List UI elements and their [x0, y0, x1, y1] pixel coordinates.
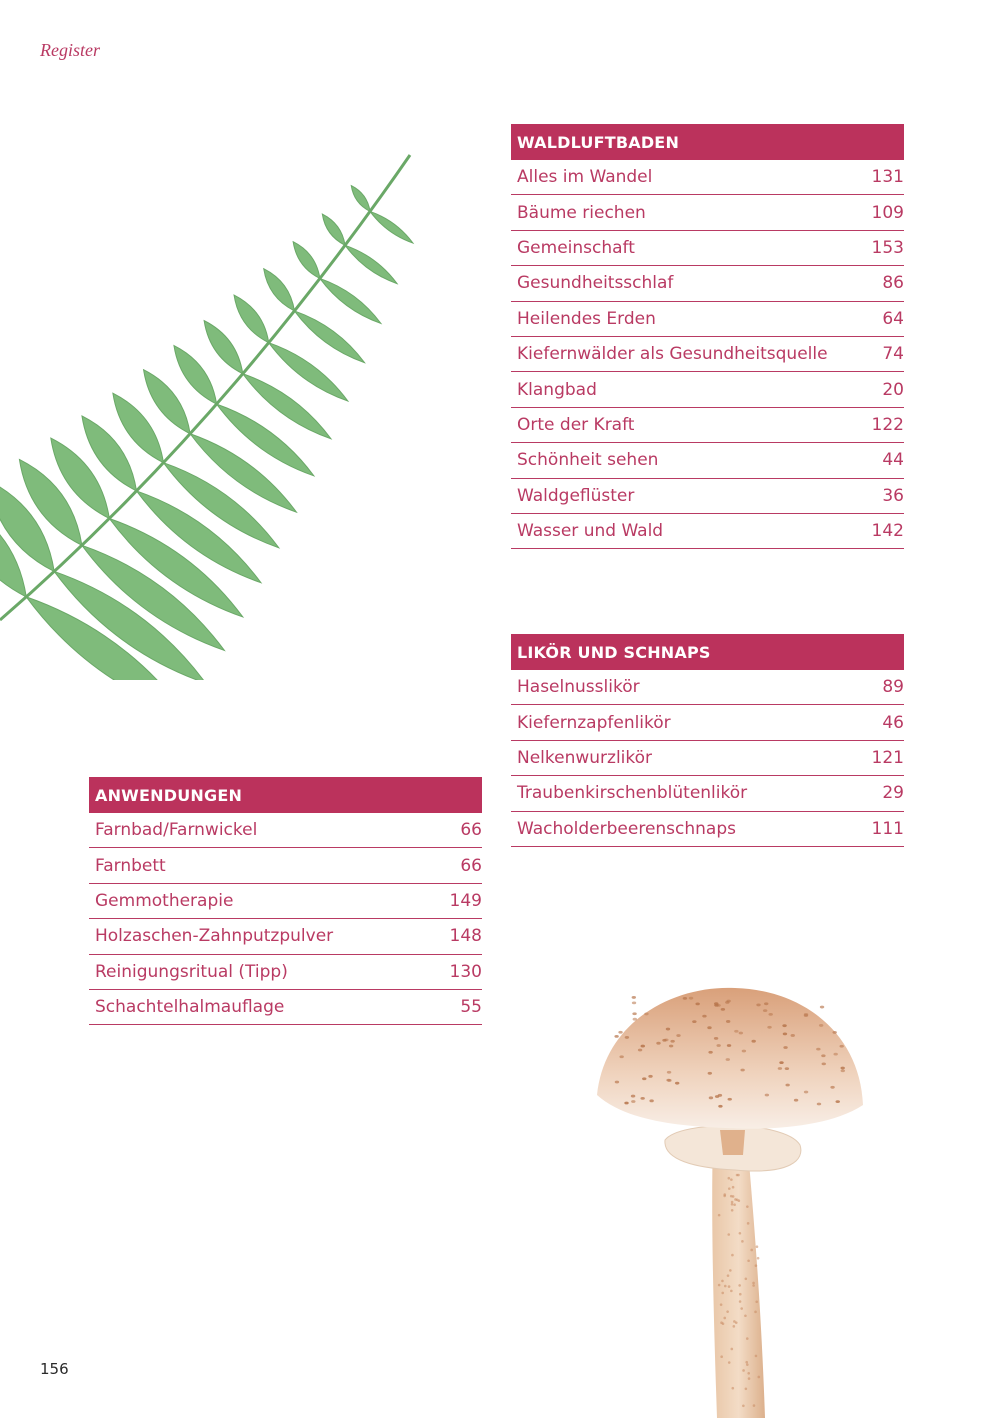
- entry-label: Kiefernwälder als Gesundheitsquelle: [517, 344, 828, 365]
- entry-page: 121: [871, 747, 904, 768]
- index-row: [511, 302, 904, 337]
- entry-label: Haselnusslikör: [517, 677, 640, 698]
- entry-label: Wasser und Wald: [517, 521, 664, 542]
- entry-page: 153: [871, 237, 904, 258]
- entry-label: Wacholderbeerenschnaps: [517, 818, 736, 839]
- index-row: [511, 408, 904, 443]
- entry-label: Klangbad: [517, 379, 597, 400]
- entry-label: Gemmotherapie: [95, 890, 234, 911]
- index-row: [511, 443, 904, 478]
- entry-label: Gesundheitsschlaf: [517, 273, 674, 294]
- index-table-waldluftbaden: [511, 124, 904, 549]
- fern-pinna: [264, 269, 295, 311]
- index-table-likoer-und-schnaps: [511, 634, 904, 847]
- index-row: [89, 955, 482, 990]
- fern-pinna: [322, 214, 345, 245]
- index-row: [511, 776, 904, 811]
- entry-page: 66: [460, 820, 482, 841]
- fern-pinna: [174, 346, 217, 405]
- entry-page: 89: [882, 677, 904, 698]
- index-row: [511, 337, 904, 372]
- fern-pinna: [204, 321, 243, 374]
- fern-pinna: [144, 370, 191, 434]
- index-row: [511, 741, 904, 776]
- index-row: [511, 231, 904, 266]
- entry-label: Waldgeflüster: [517, 485, 635, 506]
- entry-label: Orte der Kraft: [517, 414, 635, 435]
- fern-pinna: [345, 245, 397, 283]
- index-row: [511, 372, 904, 407]
- section-header: ANWENDUNGEN: [89, 777, 482, 813]
- index-row: [511, 812, 904, 847]
- entry-label: Bäume riechen: [517, 202, 646, 223]
- entry-label: Schachtelhalmauflage: [95, 997, 285, 1018]
- index-row: [89, 990, 482, 1025]
- index-row: [511, 670, 904, 705]
- entry-page: 109: [871, 202, 904, 223]
- running-head: Register: [40, 40, 100, 60]
- fern-illustration: [0, 150, 420, 680]
- entry-label: Kiefernzapfenlikör: [517, 712, 671, 733]
- fern-pinna: [320, 278, 381, 323]
- entry-label: Holzaschen-Zahnputzpulver: [95, 926, 334, 947]
- entry-page: 66: [460, 855, 482, 876]
- index-row: [89, 919, 482, 954]
- entry-page: 111: [871, 818, 904, 839]
- fern-pinna: [294, 311, 364, 363]
- entry-label: Traubenkirschenblütenlikör: [517, 783, 748, 804]
- index-row: [511, 514, 904, 549]
- entry-page: 20: [882, 379, 904, 400]
- entry-label: Gemeinschaft: [517, 237, 635, 258]
- index-row: [89, 848, 482, 883]
- entry-page: 55: [460, 997, 482, 1018]
- page-number: 156: [40, 1360, 69, 1378]
- entry-page: 86: [882, 273, 904, 294]
- entry-page: 64: [882, 308, 904, 329]
- entry-page: 131: [871, 167, 904, 188]
- entry-label: Farnbad/Farnwickel: [95, 820, 258, 841]
- fern-pinna: [293, 242, 320, 279]
- entry-label: Reinigungsritual (Tipp): [95, 961, 288, 982]
- entry-page: 74: [882, 344, 904, 365]
- fern-pinna: [351, 186, 370, 212]
- entry-page: 122: [871, 414, 904, 435]
- entry-page: 44: [882, 450, 904, 471]
- index-row: [511, 195, 904, 230]
- index-row: [511, 705, 904, 740]
- entry-label: Alles im Wandel: [517, 167, 653, 188]
- section-header: LIKÖR UND SCHNAPS: [511, 634, 904, 670]
- entry-page: 149: [449, 890, 482, 911]
- index-row: [89, 884, 482, 919]
- entry-label: Farnbett: [95, 855, 166, 876]
- mushroom-illustration: [585, 980, 870, 1418]
- index-row: [511, 479, 904, 514]
- entry-page: 142: [871, 521, 904, 542]
- entry-page: 29: [882, 783, 904, 804]
- entry-page: 148: [449, 926, 482, 947]
- entry-page: 130: [449, 961, 482, 982]
- index-row: [511, 266, 904, 301]
- entry-label: Schönheit sehen: [517, 450, 659, 471]
- entry-page: 36: [882, 485, 904, 506]
- index-row: [511, 160, 904, 195]
- entry-label: Heilendes Erden: [517, 308, 656, 329]
- entry-page: 46: [882, 712, 904, 733]
- fern-pinna: [234, 295, 269, 343]
- index-row: [89, 813, 482, 848]
- entry-label: Nelkenwurzlikör: [517, 747, 653, 768]
- section-header: WALDLUFTBADEN: [511, 124, 904, 160]
- index-table-anwendungen: [89, 777, 482, 1025]
- fern-pinna: [370, 211, 413, 243]
